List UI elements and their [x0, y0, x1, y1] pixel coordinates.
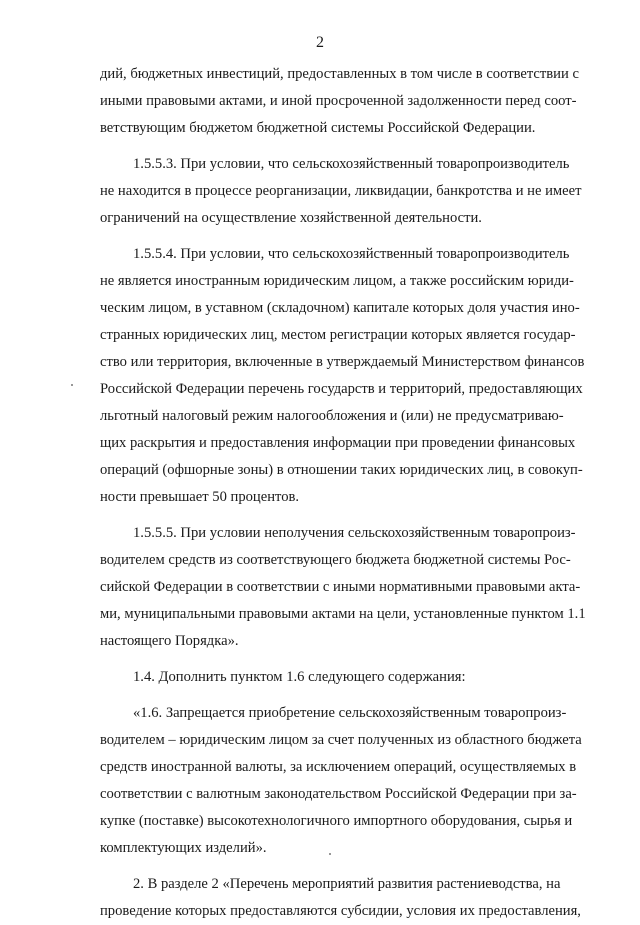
text-line: проведение которых предоставляются субсидии, условия их предоставления, — [100, 903, 581, 919]
paragraph-gap — [100, 232, 600, 241]
text-line: средств иностранной валюты, за исключением операций, осуществляемых в — [100, 759, 577, 775]
paragraph-gap — [100, 142, 600, 151]
text-line: купке (поставке) высокотехнологичного импортного оборудования, сырья и — [100, 813, 573, 829]
text-line: щих раскрытия и предоставления информации при проведении финансовых — [100, 435, 576, 451]
text-line: операций (офшорные зоны) в отношении таких юридических лиц, в совокуп- — [100, 462, 583, 478]
paragraph — [100, 61, 600, 142]
text-line: «1.6. Запрещается приобретение сельскохозяйственным товаропроиз- — [133, 705, 567, 721]
paragraph — [100, 664, 600, 691]
paragraph — [100, 871, 600, 925]
paragraph-gap — [100, 691, 600, 700]
text-line: дий, бюджетных инвестиций, предоставленных в том числе в соответствии с — [100, 66, 579, 82]
text-line: соответствии с валютным законодательством Российской Федерации при за- — [100, 786, 577, 802]
page-number: 2 — [316, 34, 324, 51]
text-line: ство или территория, включенные в утверждаемый Министерством финансов — [100, 354, 585, 370]
paragraph — [100, 700, 600, 862]
text-line: водителем – юридическим лицом за счет полученных из областного бюджета — [100, 732, 582, 748]
text-line: ми, муниципальными правовыми актами на цели, установленные пунктом 1.1 — [100, 606, 586, 622]
text-line: 1.5.5.4. При условии, что сельскохозяйственный товаропроизводитель — [133, 246, 570, 262]
text-line: не находится в процессе реорганизации, ликвидации, банкротства и не имеет — [100, 183, 582, 199]
text-line: иными правовыми актами, и иной просроченной задолженности перед соот- — [100, 93, 577, 109]
scan-speck — [329, 853, 331, 855]
paragraph — [100, 151, 600, 232]
paragraph — [100, 241, 600, 511]
text-line: комплектующих изделий». — [100, 840, 267, 856]
text-line: 1.4. Дополнить пунктом 1.6 следующего содержания: — [133, 669, 466, 685]
text-line: ограничений на осуществление хозяйственной деятельности. — [100, 210, 482, 226]
paragraph-gap — [100, 655, 600, 664]
text-line: водителем средств из соответствующего бюджета бюджетной системы Рос- — [100, 552, 571, 568]
paragraph-gap — [100, 862, 600, 871]
paragraph-gap — [100, 511, 600, 520]
scan-speck — [71, 384, 73, 386]
text-line: настоящего Порядка». — [100, 633, 239, 649]
text-line: сийской Федерации в соответствии с иными нормативными правовыми акта- — [100, 579, 581, 595]
text-line: льготный налоговый режим налогообложения и (или) не предусматриваю- — [100, 408, 564, 424]
text-line: 2. В разделе 2 «Перечень мероприятий развития растениеводства, на — [133, 876, 561, 892]
paragraph — [100, 520, 600, 655]
text-line: ности превышает 50 процентов. — [100, 489, 300, 505]
text-line: не является иностранным юридическим лицом, а также российским юриди- — [100, 273, 574, 289]
text-line: Российской Федерации перечень государств и территорий, предоставляющих — [100, 381, 583, 397]
text-line: 1.5.5.5. При условии неполучения сельскохозяйственным товаропроиз- — [133, 525, 576, 541]
text-line: ветствующим бюджетом бюджетной системы Российской Федерации. — [100, 120, 536, 136]
text-line: 1.5.5.3. При условии, что сельскохозяйственный товаропроизводитель — [133, 156, 570, 172]
text-line: ческим лицом, в уставном (складочном) капитале которых доля участия ино- — [100, 300, 580, 316]
document-body — [100, 61, 600, 925]
text-line: странных юридических лиц, местом регистрации которых является государ- — [100, 327, 576, 343]
